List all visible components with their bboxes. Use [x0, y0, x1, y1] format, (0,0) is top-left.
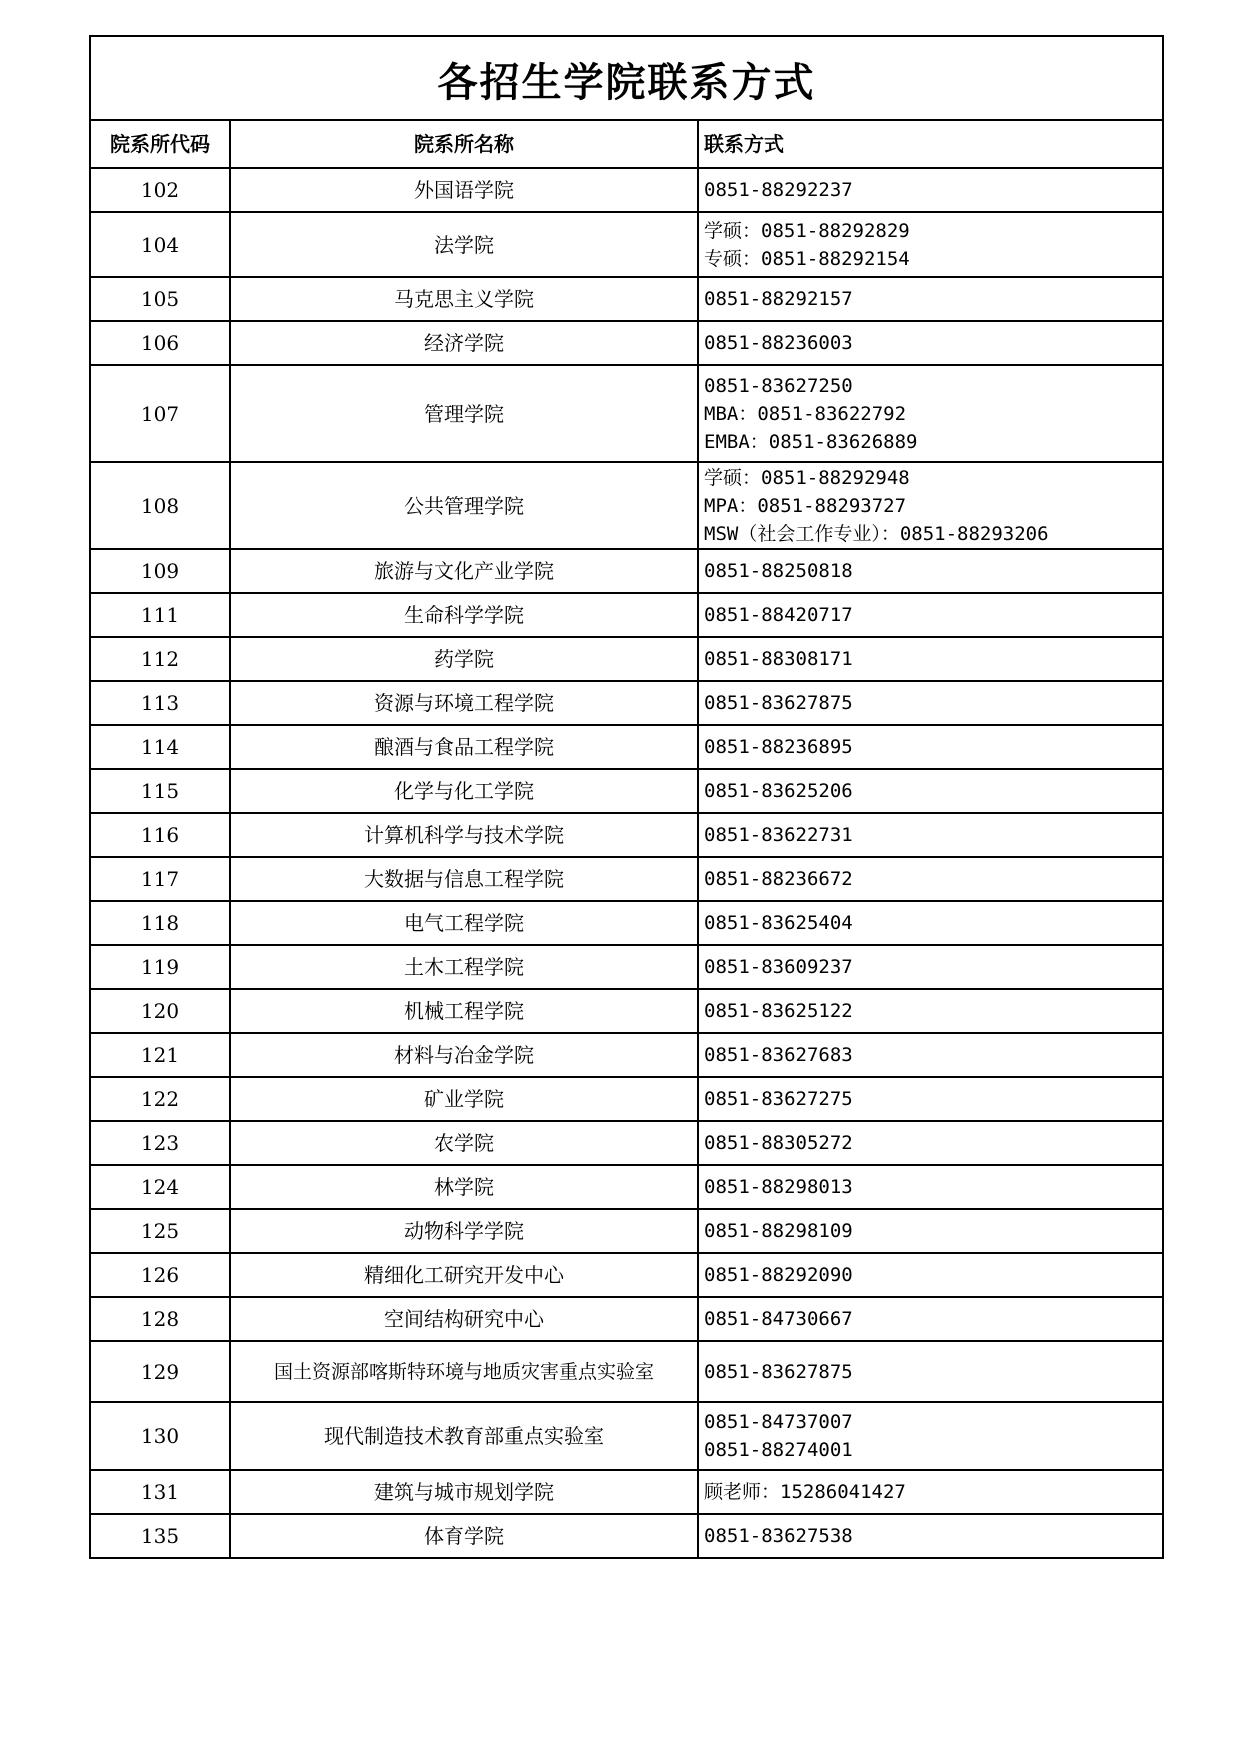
cell-contact — [698, 769, 1163, 813]
cell-name: 材料与冶金学院 — [230, 1033, 698, 1077]
contact-line: 专硕：0851-88292154 — [704, 247, 910, 270]
table-row — [90, 813, 1163, 857]
table-row — [90, 1402, 1163, 1470]
cell-name: 农学院 — [230, 1121, 698, 1165]
table-row — [90, 1341, 1163, 1402]
table-row — [90, 321, 1163, 365]
cell-code: 115 — [90, 769, 230, 813]
cell-contact — [698, 1341, 1163, 1402]
cell-name: 马克思主义学院 — [230, 277, 698, 321]
cell-name: 法学院 — [230, 212, 698, 277]
cell-code: 112 — [90, 637, 230, 681]
table-row — [90, 1253, 1163, 1297]
table-row — [90, 681, 1163, 725]
cell-contact — [698, 813, 1163, 857]
cell-contact — [698, 901, 1163, 945]
cell-name: 土木工程学院 — [230, 945, 698, 989]
cell-name: 机械工程学院 — [230, 989, 698, 1033]
table-row — [90, 1033, 1163, 1077]
contact-line: 0851-83627683 — [704, 1044, 853, 1066]
cell-name: 矿业学院 — [230, 1077, 698, 1121]
contact-line: 0851-83627875 — [704, 692, 853, 714]
cell-code: 114 — [90, 725, 230, 769]
cell-name: 现代制造技术教育部重点实验室 — [230, 1402, 698, 1470]
contact-line: 0851-88292157 — [704, 288, 853, 310]
cell-code: 105 — [90, 277, 230, 321]
contact-line: 0851-84737007 — [704, 1411, 853, 1433]
cell-name: 建筑与城市规划学院 — [230, 1470, 698, 1514]
cell-code: 126 — [90, 1253, 230, 1297]
cell-contact — [698, 945, 1163, 989]
cell-contact — [698, 168, 1163, 212]
contact-line: 0851-88274001 — [704, 1439, 853, 1461]
cell-name: 酿酒与食品工程学院 — [230, 725, 698, 769]
cell-code: 130 — [90, 1402, 230, 1470]
cell-contact — [698, 1297, 1163, 1341]
cell-code: 108 — [90, 462, 230, 549]
contact-line: 0851-83622731 — [704, 824, 853, 846]
cell-code: 129 — [90, 1341, 230, 1402]
cell-contact — [698, 1470, 1163, 1514]
table-row — [90, 1209, 1163, 1253]
contact-sheet — [89, 35, 1162, 1716]
table-row — [90, 901, 1163, 945]
contact-line: 0851-83627875 — [704, 1360, 853, 1383]
cell-name: 电气工程学院 — [230, 901, 698, 945]
cell-contact — [698, 989, 1163, 1033]
cell-contact — [698, 549, 1163, 593]
table-row — [90, 365, 1163, 462]
cell-contact — [698, 1033, 1163, 1077]
cell-code: 102 — [90, 168, 230, 212]
header-name: 院系所名称 — [230, 120, 698, 168]
page-title: 各招生学院联系方式 — [437, 59, 816, 106]
cell-contact — [698, 1121, 1163, 1165]
contact-line: 0851-88305272 — [704, 1132, 853, 1154]
cell-name: 国土资源部喀斯特环境与地质灾害重点实验室 — [230, 1341, 698, 1402]
cell-contact — [698, 637, 1163, 681]
contact-line: 0851-83625404 — [704, 912, 853, 934]
cell-name: 旅游与文化产业学院 — [230, 549, 698, 593]
cell-name: 外国语学院 — [230, 168, 698, 212]
cell-name: 生命科学学院 — [230, 593, 698, 637]
cell-code: 113 — [90, 681, 230, 725]
table-row — [90, 1077, 1163, 1121]
contact-line: 0851-84730667 — [704, 1308, 853, 1330]
cell-name: 经济学院 — [230, 321, 698, 365]
table-row — [90, 769, 1163, 813]
contact-line: 0851-83609237 — [704, 956, 853, 978]
table-row — [90, 945, 1163, 989]
cell-name: 精细化工研究开发中心 — [230, 1253, 698, 1297]
cell-contact — [698, 1253, 1163, 1297]
cell-contact — [698, 1165, 1163, 1209]
contact-line: 学硕：0851-88292948 — [704, 466, 910, 489]
cell-name: 管理学院 — [230, 365, 698, 462]
table-row — [90, 277, 1163, 321]
header-code: 院系所代码 — [90, 120, 230, 168]
contact-line: MPA：0851-88293727 — [704, 494, 907, 517]
cell-code: 124 — [90, 1165, 230, 1209]
cell-code: 135 — [90, 1514, 230, 1558]
table-row — [90, 1470, 1163, 1514]
table-row — [90, 1514, 1163, 1558]
contact-line: 0851-88250818 — [704, 560, 853, 582]
table-row — [90, 1165, 1163, 1209]
table-row — [90, 725, 1163, 769]
contact-line: 学硕：0851-88292829 — [704, 219, 910, 242]
contact-line: 0851-88420717 — [704, 604, 853, 626]
table-header-row — [90, 120, 1163, 168]
cell-contact — [698, 1209, 1163, 1253]
contact-line: 0851-83627538 — [704, 1525, 853, 1547]
contact-line: EMBA：0851-83626889 — [704, 430, 918, 453]
contact-line: 0851-88292237 — [704, 179, 853, 201]
cell-contact — [698, 462, 1163, 549]
contact-line: 0851-88308171 — [704, 648, 853, 670]
cell-contact — [698, 1077, 1163, 1121]
contact-line: 0851-83627275 — [704, 1088, 853, 1110]
cell-code: 123 — [90, 1121, 230, 1165]
table-row — [90, 857, 1163, 901]
cell-contact — [698, 725, 1163, 769]
table-row — [90, 462, 1163, 549]
contact-line: 0851-83625122 — [704, 1000, 853, 1022]
cell-name: 体育学院 — [230, 1514, 698, 1558]
contact-table — [89, 119, 1164, 1559]
contact-line: 0851-83625206 — [704, 780, 853, 802]
contact-line: 0851-88236672 — [704, 868, 853, 890]
contact-line: 0851-88236003 — [704, 332, 853, 354]
cell-contact — [698, 365, 1163, 462]
contact-line: 0851-88292090 — [704, 1264, 853, 1286]
header-contact: 联系方式 — [698, 120, 1163, 168]
table-row — [90, 989, 1163, 1033]
table-row — [90, 1297, 1163, 1341]
table-row — [90, 212, 1163, 277]
contact-line: 顾老师：15286041427 — [704, 1481, 906, 1503]
cell-code: 106 — [90, 321, 230, 365]
table-row — [90, 1121, 1163, 1165]
cell-code: 116 — [90, 813, 230, 857]
cell-code: 128 — [90, 1297, 230, 1341]
cell-code: 119 — [90, 945, 230, 989]
cell-contact — [698, 1514, 1163, 1558]
contact-line: 0851-88298013 — [704, 1176, 853, 1198]
cell-code: 111 — [90, 593, 230, 637]
cell-contact — [698, 277, 1163, 321]
table-row — [90, 549, 1163, 593]
cell-code: 109 — [90, 549, 230, 593]
contact-line: 0851-83627250 — [704, 374, 853, 397]
title-box — [89, 35, 1164, 121]
cell-name: 化学与化工学院 — [230, 769, 698, 813]
cell-name: 空间结构研究中心 — [230, 1297, 698, 1341]
cell-name: 大数据与信息工程学院 — [230, 857, 698, 901]
cell-code: 107 — [90, 365, 230, 462]
cell-code: 104 — [90, 212, 230, 277]
table-body — [90, 168, 1163, 1558]
cell-code: 122 — [90, 1077, 230, 1121]
cell-contact — [698, 1402, 1163, 1470]
cell-code: 118 — [90, 901, 230, 945]
table-row — [90, 168, 1163, 212]
cell-code: 117 — [90, 857, 230, 901]
contact-line: 0851-88236895 — [704, 736, 853, 758]
cell-contact — [698, 321, 1163, 365]
contact-line: MBA：0851-83622792 — [704, 402, 907, 425]
cell-name: 动物科学学院 — [230, 1209, 698, 1253]
cell-name: 公共管理学院 — [230, 462, 698, 549]
contact-line: MSW（社会工作专业）：0851-88293206 — [704, 522, 1049, 545]
cell-code: 121 — [90, 1033, 230, 1077]
cell-name: 资源与环境工程学院 — [230, 681, 698, 725]
cell-code: 131 — [90, 1470, 230, 1514]
cell-contact — [698, 593, 1163, 637]
cell-code: 125 — [90, 1209, 230, 1253]
cell-code: 120 — [90, 989, 230, 1033]
cell-name: 药学院 — [230, 637, 698, 681]
cell-name: 林学院 — [230, 1165, 698, 1209]
cell-contact — [698, 857, 1163, 901]
table-row — [90, 637, 1163, 681]
table-row — [90, 593, 1163, 637]
cell-contact — [698, 681, 1163, 725]
contact-line: 0851-88298109 — [704, 1220, 853, 1242]
cell-contact — [698, 212, 1163, 277]
cell-name: 计算机科学与技术学院 — [230, 813, 698, 857]
